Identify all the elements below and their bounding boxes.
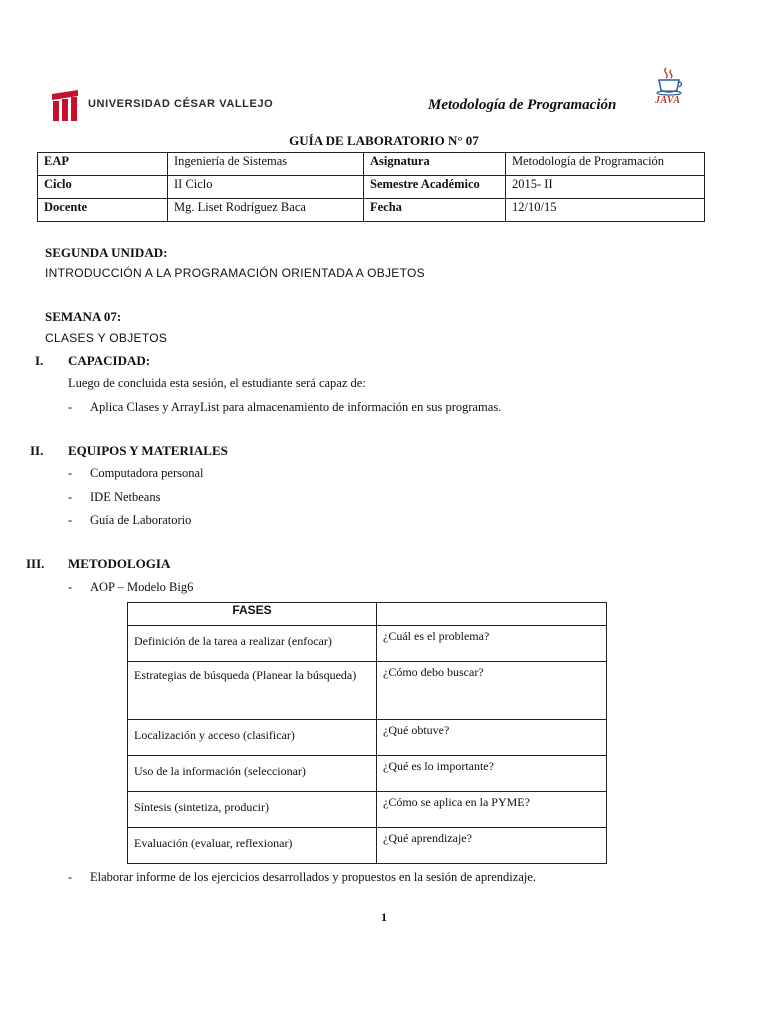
list-item: Aplica Clases y ArrayList para almacenamiento de información en sus programas.: [90, 400, 502, 414]
table-row: [128, 626, 607, 662]
fase-cell: Estrategias de búsqueda (Planear la búsqueda): [128, 662, 377, 720]
bullet-dash: -: [68, 870, 73, 884]
bullet-dash: -: [68, 466, 73, 480]
table-row: [128, 792, 607, 828]
table-row: [128, 756, 607, 792]
list-item: Computadora personal: [90, 466, 204, 480]
info-label: Asignatura: [364, 153, 506, 176]
info-value: 2015- II: [506, 176, 705, 199]
info-value: Mg. Liset Rodríguez Baca: [168, 199, 364, 222]
column-header-empty: [377, 603, 607, 626]
info-value: Ingeniería de Sistemas: [168, 153, 364, 176]
question-cell: ¿Qué aprendizaje?: [377, 828, 607, 864]
info-value: Metodología de Programación: [506, 153, 705, 176]
page-number: 1: [381, 910, 387, 924]
question-cell: ¿Cómo se aplica en la PYME?: [377, 792, 607, 828]
table-row: [38, 153, 705, 176]
question-cell: ¿Qué es lo importante?: [377, 756, 607, 792]
section-numeral: I.: [35, 353, 44, 368]
section-numeral: II.: [30, 443, 44, 458]
course-info-table: [37, 152, 705, 222]
info-label: Fecha: [364, 199, 506, 222]
bullet-dash: -: [68, 400, 73, 414]
info-value: 12/10/15: [506, 199, 705, 222]
bullet-dash: -: [68, 490, 73, 504]
info-label: Ciclo: [38, 176, 168, 199]
section-heading-metodologia: METODOLOGIA: [68, 556, 171, 571]
week-title: CLASES Y OBJETOS: [45, 331, 168, 345]
table-header-row: [128, 603, 607, 626]
university-logo: [50, 90, 80, 122]
table-row: [38, 199, 705, 222]
table-row: [38, 176, 705, 199]
section-heading-capacidad: CAPACIDAD:: [68, 353, 151, 368]
closing-list-item: Elaborar informe de los ejercicios desarrollados y propuestos en la sesión de aprendizaje.: [90, 870, 537, 884]
section-numeral: III.: [26, 556, 45, 571]
course-header-title: Metodología de Programación: [428, 97, 617, 113]
table-row: [128, 720, 607, 756]
fase-cell: Síntesis (sintetiza, producir): [128, 792, 377, 828]
info-label: Semestre Académico: [364, 176, 506, 199]
list-item: IDE Netbeans: [90, 490, 161, 504]
list-item: Guía de Laboratorio: [90, 513, 192, 527]
question-cell: ¿Cómo debo buscar?: [377, 662, 607, 720]
question-cell: ¿Cuál es el problema?: [377, 626, 607, 662]
week-label: SEMANA 07:: [45, 309, 122, 324]
fase-cell: Evaluación (evaluar, reflexionar): [128, 828, 377, 864]
fases-table: [127, 602, 607, 864]
document-title: GUÍA DE LABORATORIO N° 07: [289, 133, 479, 148]
bullet-dash: -: [68, 513, 73, 527]
fase-cell: Definición de la tarea a realizar (enfocar): [128, 626, 377, 662]
fase-cell: Uso de la información (seleccionar): [128, 756, 377, 792]
unit-label: SEGUNDA UNIDAD:: [45, 245, 168, 260]
question-cell: ¿Qué obtuve?: [377, 720, 607, 756]
unit-title: INTRODUCCIÓN A LA PROGRAMACIÓN ORIENTADA A OBJETOS: [45, 266, 425, 280]
university-name: UNIVERSIDAD CÉSAR VALLEJO: [88, 98, 274, 110]
info-label: EAP: [38, 153, 168, 176]
section-intro: Luego de concluida esta sesión, el estudiante será capaz de:: [68, 376, 366, 390]
list-item: AOP – Modelo Big6: [90, 580, 194, 594]
column-header-fases: FASES: [128, 603, 377, 626]
table-row: [128, 662, 607, 720]
fase-cell: Localización y acceso (clasificar): [128, 720, 377, 756]
info-value: II Ciclo: [168, 176, 364, 199]
java-label: JAVA: [655, 95, 681, 106]
bullet-dash: -: [68, 580, 73, 594]
section-heading-equipos: EQUIPOS Y MATERIALES: [68, 443, 228, 458]
table-row: [128, 828, 607, 864]
info-label: Docente: [38, 199, 168, 222]
